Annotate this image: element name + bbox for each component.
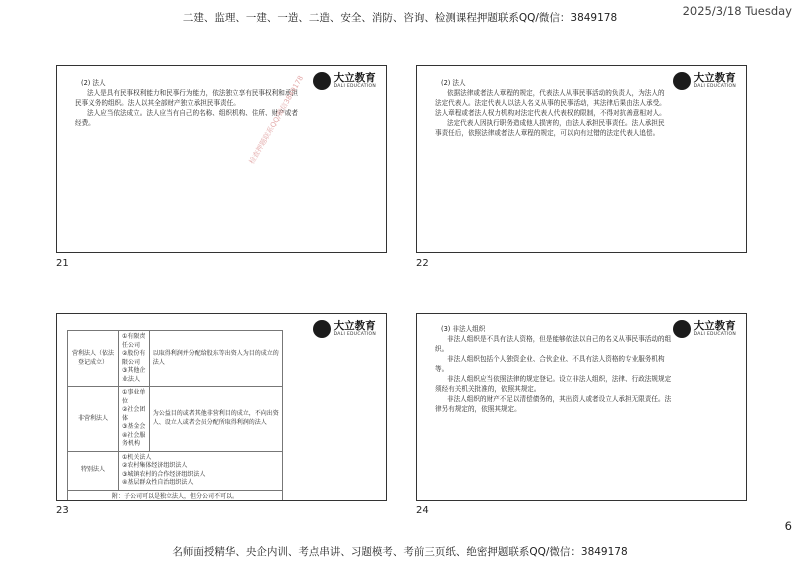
slide-number: 21 bbox=[56, 258, 69, 269]
slide-heading: (3) 非法人组织 bbox=[441, 325, 486, 333]
slide-paragraph: 法人是具有民事权利能力和民事行为能力，依法独立享有民事权利和承担民事义务的组织。法人以其全部财产独立承担民事责任。 bbox=[75, 89, 298, 107]
table-row bbox=[68, 387, 283, 452]
slide-body bbox=[435, 324, 675, 414]
entity-item: ①有限责任公司 bbox=[122, 333, 146, 349]
entity-item: ②农村集体经济组织法人 bbox=[122, 462, 188, 469]
table-note: 附：子公司可以是独立法人，但分公司不可以。 bbox=[68, 490, 283, 501]
slide-paragraph: 非法人组织的财产不足以清偿债务的，其出资人或者设立人承担无限责任。法律另有规定的，依照其规定。 bbox=[435, 395, 672, 413]
entity-items-cell bbox=[119, 387, 150, 452]
entity-item: ④社会服务机构 bbox=[122, 431, 146, 447]
entity-item: ③城镇农村的合作经济组织法人 bbox=[122, 470, 206, 478]
bottom-banner: 名师面授精华、央企内训、考点串讲、习题模考、考前三页纸、绝密押题联系QQ/微信：3849178 bbox=[172, 546, 628, 558]
entity-type-cell: 特别法人 bbox=[68, 451, 119, 490]
entity-desc-cell: 为公益目的或者其他非营利目的成立，不向出资人、设立人或者会员分配所取得利润的法人 bbox=[149, 387, 282, 452]
logo-english: DALI EDUCATION bbox=[693, 331, 736, 337]
date-stamp: 2025/3/18 Tuesday bbox=[682, 4, 792, 18]
slide-number: 24 bbox=[416, 505, 429, 516]
dali-logo-icon bbox=[313, 320, 331, 338]
entity-items-cell bbox=[119, 451, 283, 490]
dali-logo bbox=[673, 320, 736, 338]
slide-heading: (2) 法人 bbox=[441, 79, 466, 87]
slide-heading: (2) 法人 bbox=[81, 79, 106, 87]
dali-logo bbox=[673, 72, 736, 90]
top-banner: 二建、监理、一建、一造、二造、安全、消防、咨询、检测课程押题联系QQ/微信：3849178 bbox=[182, 12, 618, 24]
table-row bbox=[68, 451, 283, 490]
entity-desc-cell: 以取得利润并分配给股东等出资人为目的成立的法人 bbox=[149, 331, 282, 387]
slide-paragraph: 法定代表人因执行职务造成他人损害的，由法人承担民事责任。法人承担民事责任后，依照法律或者法人章程的规定，可以向有过错的法定代表人追偿。 bbox=[435, 119, 665, 137]
slide-number: 23 bbox=[56, 505, 69, 516]
slide-body bbox=[435, 78, 671, 138]
slide-paragraph: 依据法律或者法人章程的规定，代表法人从事民事活动的负责人，为法人的法定代表人。法定代表人以法人名义从事的民事活动，其法律后果由法人承受。法人章程或者法人权力机构对法定代表人代表权的限制，不得对抗善意相对人。 bbox=[435, 89, 666, 117]
entity-item: ①事业单位 bbox=[122, 389, 146, 405]
slide-paragraph: 非法人组织应当依照法律的规定登记。设立非法人组织，法律、行政法规规定须经有关机关批准的，依照其规定。 bbox=[435, 375, 672, 393]
logo-name: 大立教育 bbox=[693, 72, 736, 84]
slide-21 bbox=[56, 65, 387, 253]
entity-items-cell bbox=[119, 331, 150, 387]
dali-logo bbox=[313, 72, 376, 90]
page-number: 6 bbox=[784, 519, 792, 533]
entity-type-cell: 非营利法人 bbox=[68, 387, 119, 452]
dali-logo-icon bbox=[673, 320, 691, 338]
entity-type-cell: 营利法人（依法登记成立） bbox=[68, 331, 119, 387]
logo-name: 大立教育 bbox=[693, 320, 736, 332]
dali-logo-icon bbox=[673, 72, 691, 90]
entity-item: ②社会团体 bbox=[122, 406, 146, 422]
entity-item: ③其他企业法人 bbox=[122, 367, 146, 383]
logo-name: 大立教育 bbox=[333, 72, 376, 84]
entity-item: ②股份有限公司 bbox=[122, 350, 146, 366]
dali-logo-icon bbox=[313, 72, 331, 90]
dali-logo bbox=[313, 320, 376, 338]
table-note-row bbox=[68, 490, 283, 501]
slide-24 bbox=[416, 313, 747, 501]
entity-item: ④基层群众性自治组织法人 bbox=[122, 479, 194, 486]
slide-paragraph: 非法人组织包括个人独资企业、合伙企业、不具有法人资格的专业服务机构等。 bbox=[435, 355, 665, 373]
entity-item: ①机关法人 bbox=[122, 453, 152, 461]
slide-23 bbox=[56, 313, 387, 501]
entity-item: ③基金会 bbox=[122, 423, 146, 430]
legal-entity-table bbox=[67, 330, 283, 501]
slide-22 bbox=[416, 65, 747, 253]
watermark-text: 检查押题联系QQ/微信3849178 bbox=[247, 74, 306, 166]
slide-body bbox=[75, 78, 301, 128]
slide-number: 22 bbox=[416, 258, 429, 269]
slide-paragraph: 非法人组织是不具有法人资格，但是能够依法以自己的名义从事民事活动的组织。 bbox=[435, 335, 672, 353]
slide-paragraph: 法人应当依法成立。法人应当有自己的名称、组织机构、住所、财产或者经费。 bbox=[75, 109, 298, 127]
logo-english: DALI EDUCATION bbox=[333, 331, 376, 337]
logo-english: DALI EDUCATION bbox=[693, 83, 736, 89]
logo-name: 大立教育 bbox=[333, 320, 376, 332]
table-row bbox=[68, 331, 283, 387]
logo-english: DALI EDUCATION bbox=[333, 83, 376, 89]
